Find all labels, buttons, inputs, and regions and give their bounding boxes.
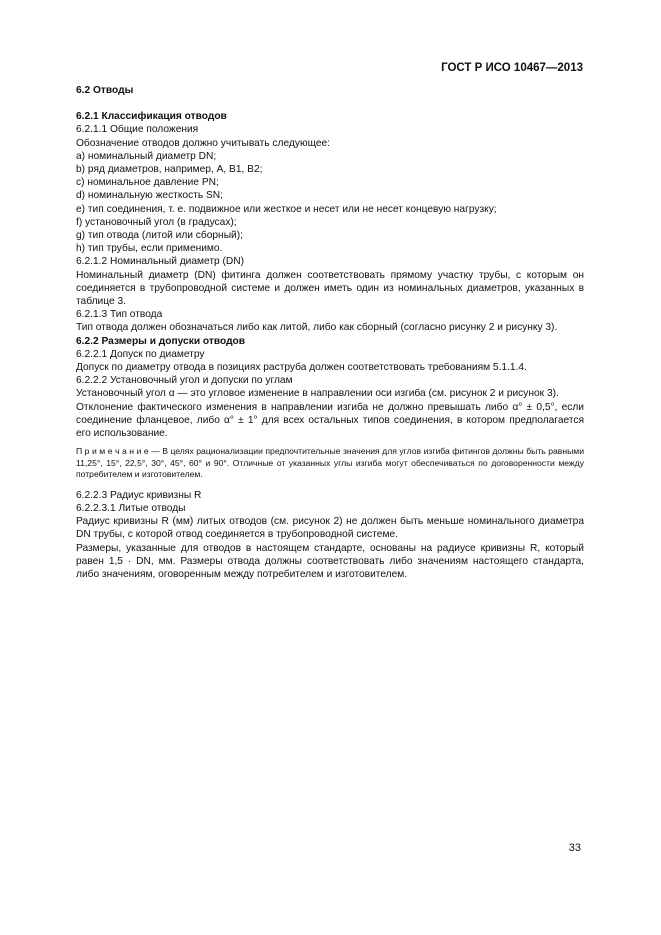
clause-6-2-2-1-title: 6.2.2.1 Допуск по диаметру [76, 348, 205, 360]
clause-6-2-1-2-title: 6.2.1.2 Номинальный диаметр (DN) [76, 256, 245, 268]
subsection-6-2-2-title: 6.2.2 Размеры и допуски отводов [76, 335, 246, 347]
list-item: a) номинальный диаметр DN; [76, 150, 217, 162]
list-item: h) тип трубы, если применимо. [76, 243, 223, 255]
clause-6-2-1-1-title: 6.2.1.1 Общие положения [76, 124, 199, 136]
clause-6-2-1-2-text: Номинальный диаметр (DN) фитинга должен соответствовать прямому участку трубы, с которым он соединяется в трубопроводной системе и должен иметь один из номинальных диаметров, указанных в таблице 3. [76, 269, 584, 308]
page-content [76, 84, 584, 581]
note-text: — В целях рационализации предпочтительные значения для углов изгиба фитингов должны быть равными 11,25°, 15°, 22,5°, 30°, 45°, 60° и 90°. Отличные от указанных углы изгиба могут обеспечиваться по договоренности между потребителем и изготовителем. [76, 446, 584, 480]
list-item: e) тип соединения, т. е. подвижное или жесткое и несет или не несет концевую нагрузку; [76, 203, 497, 215]
page-number: 33 [568, 842, 581, 854]
clause-6-2-2-3-1-title: 6.2.2.3.1 Литые отводы [76, 502, 186, 514]
section-title: 6.2 Отводы [76, 85, 134, 96]
list-item: d) номинальную жесткость SN; [76, 190, 223, 202]
list-item: g) тип отвода (литой или сборный); [76, 230, 243, 242]
clause-6-2-2-3-1-text-2: Размеры, указанные для отводов в настоящем стандарте, основаны на радиусе кривизны R, который равен 1,5 · DN, мм. Размеры отвода должны соответствовать либо значениям настоящего стандарта, либо значениям, оговоренным между потребителем и изготовителем. [76, 542, 584, 580]
list-item: f) установочный угол (в градусах); [76, 216, 237, 228]
clause-6-2-1-3-text: Тип отвода должен обозначаться либо как литой, либо как сборный (согласно рисунку 2 и рисунку 3). [76, 322, 558, 334]
clause-6-2-2-3-1-text: Радиус кривизны R (мм) литых отводов (см. рисунок 2) не должен быть меньше номинального диаметра DN трубы, с которой отвод соединяется в трубопроводной системе. [76, 516, 584, 541]
subsection-6-2-1-title: 6.2.1 Классификация отводов [76, 111, 227, 123]
clause-6-2-1-3-title: 6.2.1.3 Тип отвода [76, 309, 163, 321]
document-id-header: ГОСТ Р ИСО 10467—2013 [441, 62, 583, 74]
clause-6-2-2-2-text-2: Отклонение фактического изменения в направлении изгиба не должно превышать либо α° ± 0,5°, если соединение фланцевое, либо α° ± 1° для всех остальных типов соединения, в котором предполагается его использование. [76, 401, 584, 440]
clause-6-2-1-1-intro: Обозначение отводов должно учитывать следующее: [76, 137, 331, 149]
list-item: b) ряд диаметров, например, A, B1, B2; [76, 164, 263, 176]
clause-6-2-2-1-text: Допуск по диаметру отвода в позициях раструба должен соответствовать требованиям 5.1.1.4. [76, 362, 527, 374]
clause-6-2-2-2-title: 6.2.2.2 Установочный угол и допуски по углам [76, 375, 293, 387]
note [76, 446, 584, 481]
list-item: c) номинальное давление PN; [76, 177, 219, 189]
note-label: П р и м е ч а н и е [76, 446, 149, 457]
clause-6-2-2-2-text: Установочный угол α — это угловое изменение в направлении оси изгиба (см. рисунок 2 и рисунок 3). [76, 388, 559, 400]
clause-6-2-2-3-title: 6.2.2.3 Радиус кривизны R [76, 489, 202, 501]
